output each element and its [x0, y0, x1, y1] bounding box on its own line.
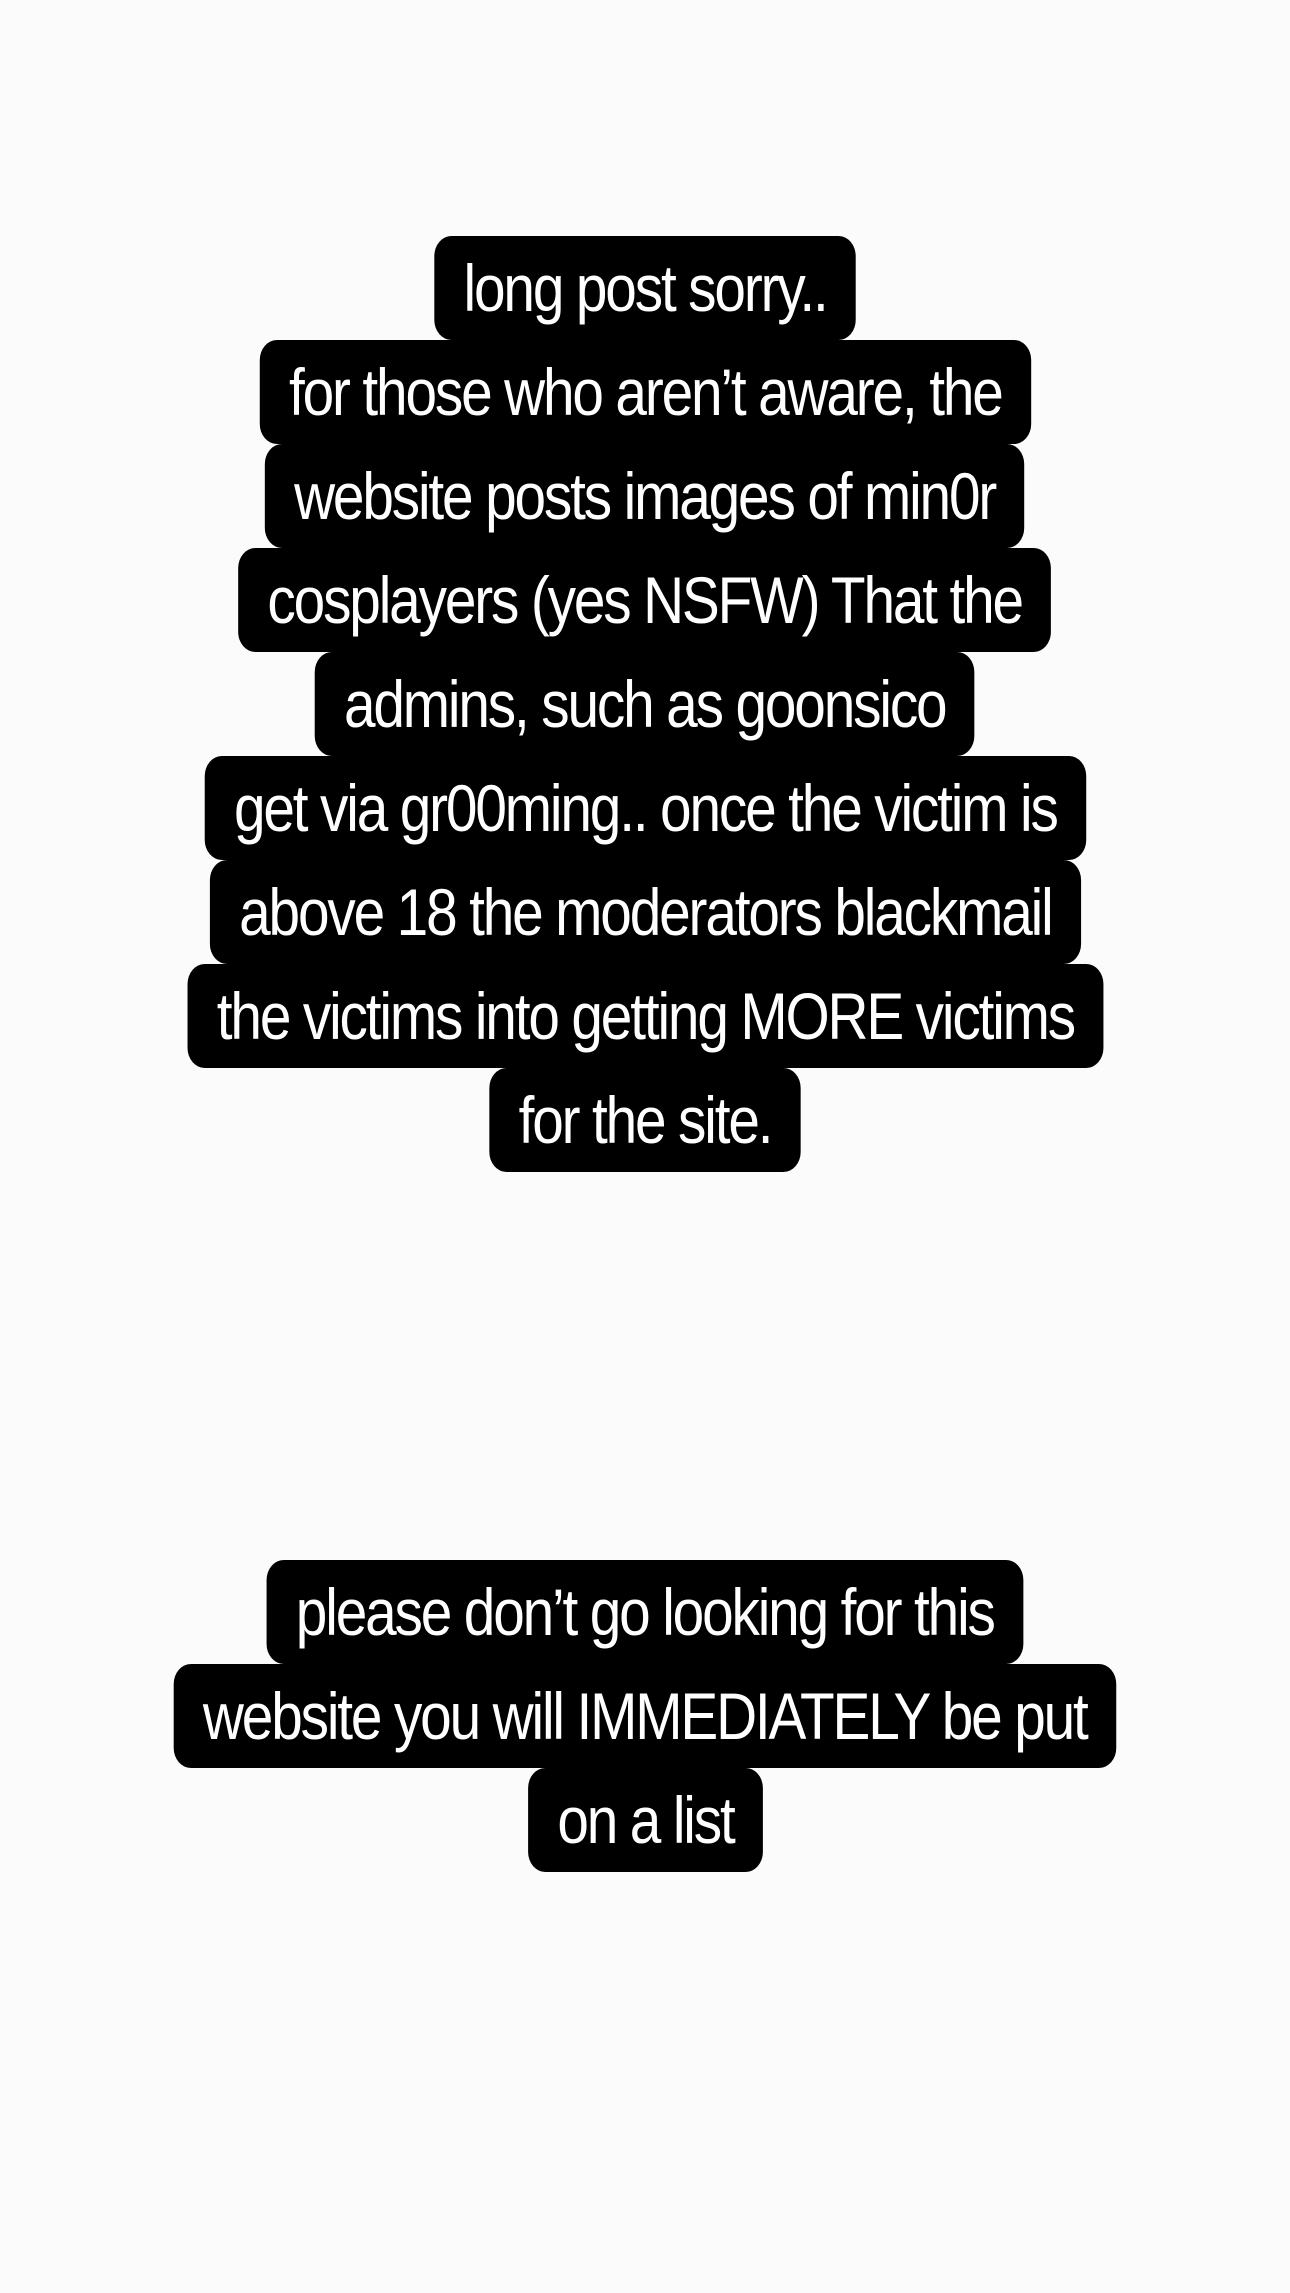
caption-line: on a list [528, 1768, 763, 1872]
caption-line: above 18 the moderators blackmail [210, 860, 1081, 964]
caption-line: for the site. [489, 1068, 800, 1172]
caption-line: the victims into getting MORE victims [187, 964, 1103, 1068]
caption-line: website posts images of min0r [265, 444, 1025, 548]
caption-line: website you will IMMEDIATELY be put [174, 1664, 1116, 1768]
caption-line: cosplayers (yes NSFW) That the [238, 548, 1051, 652]
caption-line: get via gr00ming.. once the victim is [204, 756, 1085, 860]
caption-line: for those who aren’t aware, the [259, 340, 1030, 444]
text-block-warning [0, 1560, 1290, 1872]
caption-line: please don’t go looking for this [267, 1560, 1023, 1664]
caption-line: long post sorry.. [434, 236, 856, 340]
text-block-main [0, 236, 1290, 1172]
caption-line: admins, such as goonsico [315, 652, 975, 756]
